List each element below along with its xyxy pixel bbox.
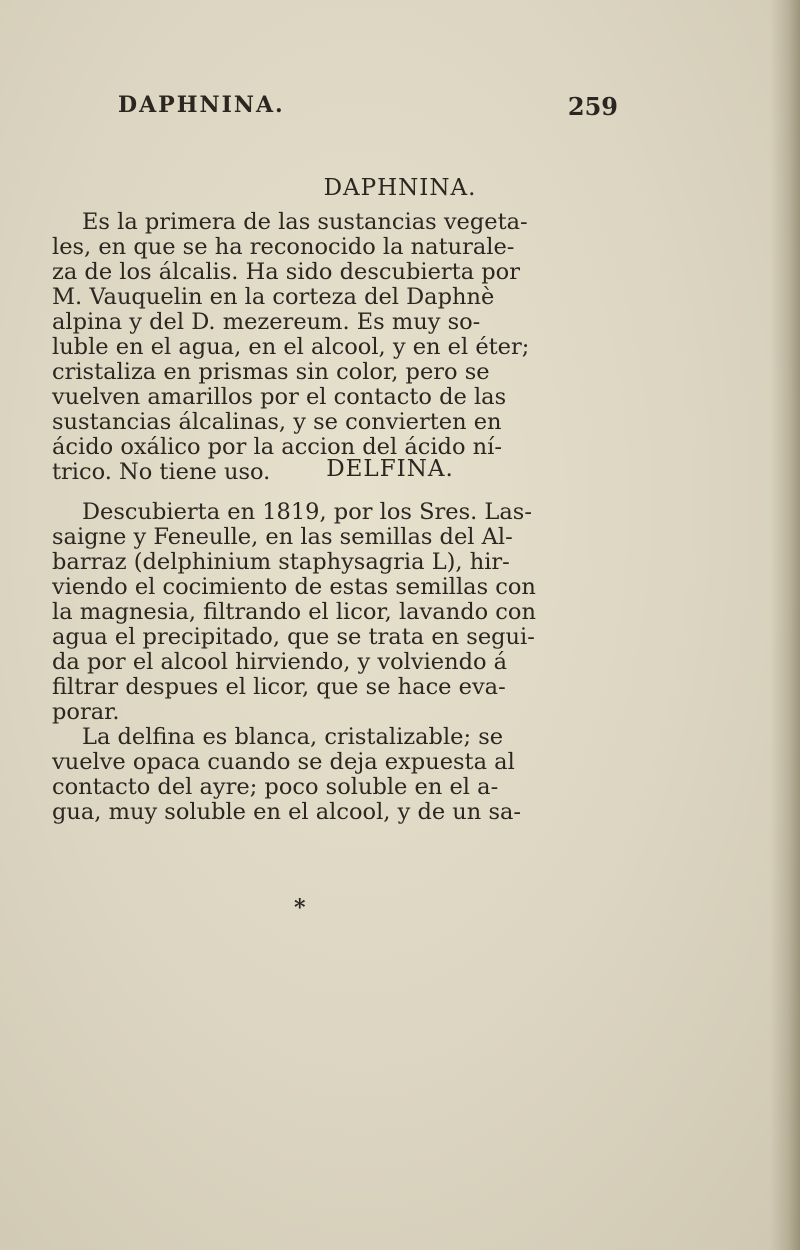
text-line: contacto del ayre; poco soluble en el a- xyxy=(52,774,499,800)
text-line: alpina y del D. mezereum. Es muy so- xyxy=(52,309,481,335)
text-line: les, en que se ha reconocido la naturale- xyxy=(52,234,515,260)
text-line: vuelven amarillos por el contacto de las xyxy=(52,384,507,410)
section-title-daphnina: DAPHNINA. xyxy=(323,175,477,201)
text-line: porar. xyxy=(52,699,120,725)
text-line: Descubierta en 1819, por los Sres. Las- xyxy=(82,499,532,525)
text-line: M. Vauquelin en la corteza del Daphnè xyxy=(52,284,495,310)
text-line: La delfina es blanca, cristalizable; se xyxy=(82,724,504,750)
text-line: sustancias álcalinas, y se convierten en xyxy=(52,409,502,435)
page-number: 259 xyxy=(567,92,618,121)
text-line: cristaliza en prismas sin color, pero se xyxy=(52,359,490,385)
text-line: Es la primera de las sustancias vegeta- xyxy=(82,209,528,235)
text-line: trico. No tiene uso. xyxy=(52,459,271,485)
delfina-paragraph-2 xyxy=(52,725,642,825)
text-line: saigne y Feneulle, en las semillas del Al- xyxy=(52,524,513,550)
running-title: DAPHNINA. xyxy=(118,92,285,118)
daphnina-paragraph xyxy=(52,210,642,485)
text-line: ácido oxálico por la accion del ácido ní- xyxy=(52,434,502,460)
text-line: da por el alcool hirviendo, y volviendo á xyxy=(52,649,508,675)
text-line: gua, muy soluble en el alcool, y de un sa- xyxy=(52,799,522,825)
text-line: luble en el agua, en el alcool, y en el éter; xyxy=(52,334,530,360)
section-title-delfina: DELFINA. xyxy=(326,456,454,482)
text-line: agua el precipitado, que se trata en segui- xyxy=(52,624,535,650)
text-line: za de los álcalis. Ha sido descubierta por xyxy=(52,259,520,285)
text-line: barraz (delphinium staphysagria L), hir- xyxy=(52,549,510,575)
text-line: filtrar despues el licor, que se hace eva- xyxy=(52,674,506,700)
text-line: vuelve opaca cuando se deja expuesta al xyxy=(52,749,515,775)
text-line: viendo el cocimiento de estas semillas con xyxy=(52,574,536,600)
signature-mark: * xyxy=(294,895,306,921)
delfina-paragraph-1 xyxy=(52,500,642,725)
page-header xyxy=(118,92,618,122)
text-line: la magnesia, filtrando el licor, lavando con xyxy=(52,599,536,625)
